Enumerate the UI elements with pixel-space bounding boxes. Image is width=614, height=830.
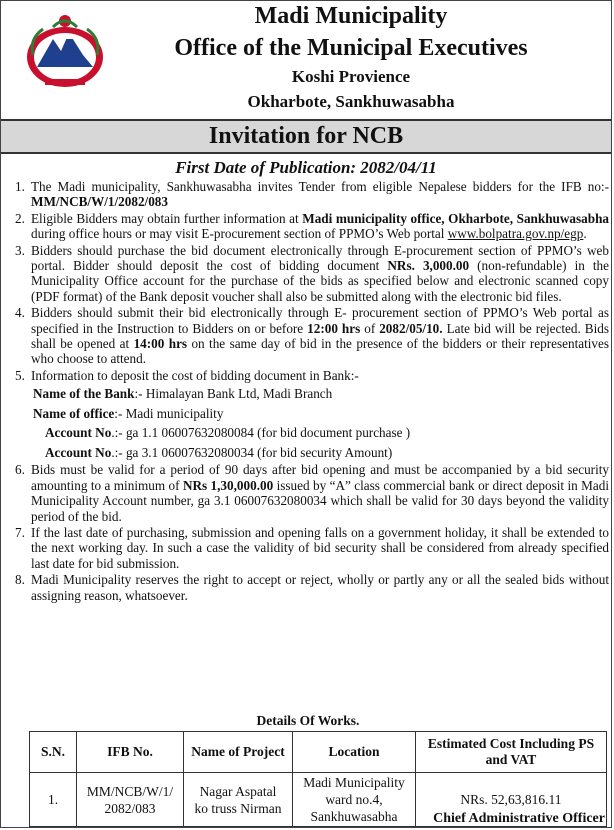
submission-date: 2082/05/10. xyxy=(379,320,443,336)
publication-date: First Date of Publication: 2082/04/11 xyxy=(175,158,437,177)
address: Okharbote, Sankhuwasabha xyxy=(247,92,455,111)
office-value: :- Madi municipality xyxy=(114,405,224,421)
office-name: Office of the Municipal Executives xyxy=(174,35,528,61)
col-ifb: IFB No. xyxy=(77,732,184,773)
submission-time: 12:00 hrs xyxy=(307,320,361,336)
bank-value: :- Himalayan Bank Ltd, Madi Branch xyxy=(134,386,333,402)
cell-location xyxy=(293,773,416,827)
account-row-purchase xyxy=(33,423,609,443)
location-line: Sankhuwasabha xyxy=(310,809,398,824)
item-number: 3. xyxy=(15,242,25,258)
signatory-title: Chief Administrative Officer xyxy=(433,811,605,826)
table-header-row xyxy=(30,732,607,773)
office-location: Madi municipality office, Okharbote, Sankhuwasabha xyxy=(302,210,609,226)
document-cost: NRs. 3,000.00 xyxy=(387,258,470,274)
item-number: 8. xyxy=(15,572,25,588)
item-text: If the last date of purchasing, submission and opening falls on a government holiday, it shall be extended to the next working day. In such a case the validity of bid security shall be considered from already specified last date for bid submission. xyxy=(31,524,609,571)
municipality-name: Madi Municipality xyxy=(254,3,448,29)
item-text: Bids must be valid for a period of 90 days after bid opening and must be accompanied by a bid security amounting to a minimum of xyxy=(31,462,609,493)
list-item xyxy=(15,572,609,603)
cell-project xyxy=(184,773,293,827)
location-line: ward no.4, xyxy=(325,792,383,807)
account-value: .:- ga 1.1 06007632080084 (for bid document purchase ) xyxy=(111,425,411,441)
province-name: Koshi Provience xyxy=(291,67,411,86)
item-text: Madi Municipality reserves the right to accept or reject, wholly or partly any or all the sealed bids without assigning reason, whatsoever. xyxy=(31,572,609,603)
bank-label: Name of the Bank xyxy=(33,386,135,402)
list-item xyxy=(15,305,609,367)
cell-cost: NRs. 52,63,816.11 xyxy=(416,773,607,827)
col-project: Name of Project xyxy=(184,732,293,773)
bolpatra-link[interactable]: www.bolpatra.gov.np/egp xyxy=(447,226,584,242)
opening-time: 14:00 hrs xyxy=(133,336,188,352)
item-text: The Madi municipality, Sankhuwasabha invites Tender from eligible Nepalese bidders for the IFB no:- xyxy=(31,179,609,194)
list-item xyxy=(15,525,609,571)
item-text: of xyxy=(360,320,380,336)
nepal-emblem-icon xyxy=(23,9,107,93)
item-number: 4. xyxy=(15,305,25,321)
office-label: Name of office xyxy=(33,405,115,421)
notice-body xyxy=(15,179,609,604)
item-text: issued by “A” class commercial bank or direct deposit in Madi Municipality Account number, ga 3.1 06007632080034 which shall be valid for 30 days beyond the validity period of the bid. xyxy=(31,477,609,524)
list-item xyxy=(15,462,609,524)
bank-details xyxy=(15,384,609,462)
account-row-security xyxy=(33,443,609,463)
item-text: during office hours or may visit E-procurement section of PPMO’s Web portal xyxy=(31,226,448,242)
bid-security-amount: NRs 1,30,000.00 xyxy=(182,477,274,493)
cell-ifb xyxy=(77,773,184,827)
item-text: Late bid will be rejected. Bids shall be opened at xyxy=(31,320,609,352)
office-row xyxy=(33,404,609,424)
col-cost: Estimated Cost Including PS and VAT xyxy=(416,732,607,773)
item-text: Eligible Bidders may obtain further information at xyxy=(31,210,303,226)
ifb-number: MM/NCB/W/1/2082/083 xyxy=(31,194,168,210)
details-title: Details Of Works. xyxy=(256,713,360,728)
bank-row xyxy=(33,384,609,404)
project-line: ko truss Nirman xyxy=(194,800,282,816)
list-item xyxy=(15,243,609,305)
item-text: (non-refundable) in the Municipality Office account for the purchase of the bids as specified below and electronic scanned copy (PDF format) of the Bank deposit voucher shall also be submitted along with the electronic bid files. xyxy=(31,258,609,304)
ifb-line: 2082/083 xyxy=(104,800,156,816)
item-number: 5. xyxy=(15,367,25,383)
item-number: 7. xyxy=(15,524,25,540)
notice-title-banner: Invitation for NCB xyxy=(1,119,611,154)
list-item xyxy=(15,179,609,210)
list-item xyxy=(15,211,609,242)
item-text: Bidders should purchase the bid document electronically through E-procurement section of PPMO’s web portal. Bidder should deposit the cost of bidding document xyxy=(31,242,609,274)
item-number: 1. xyxy=(15,179,25,194)
item-number: 2. xyxy=(15,210,25,226)
list-item xyxy=(15,368,609,383)
ifb-line: MM/NCB/W/1/ xyxy=(86,783,174,799)
cell-sn: 1. xyxy=(30,773,77,827)
item-text: Bidders should submit their bid electronically through E- procurement section of PPMO’s Web portal as specified in the Instruction to Bidders on or before xyxy=(31,305,609,336)
account-label: Account No xyxy=(45,425,112,441)
col-sn: S.N. xyxy=(30,732,77,773)
col-location: Location xyxy=(293,732,416,773)
item-text: . xyxy=(583,226,587,242)
item-text: Information to deposit the cost of bidding document in Bank:- xyxy=(31,367,359,383)
item-number: 6. xyxy=(15,462,25,478)
account-value: .:- ga 3.1 06007632080034 (for bid security Amount) xyxy=(111,444,393,460)
location-line: Madi Municipality xyxy=(303,775,405,790)
account-label: Account No xyxy=(45,444,112,460)
project-line: Nagar Aspatal xyxy=(199,783,277,799)
item-text: on the same day of bid in the presence of the bidders or their representatives who choose to attend. xyxy=(31,336,610,367)
